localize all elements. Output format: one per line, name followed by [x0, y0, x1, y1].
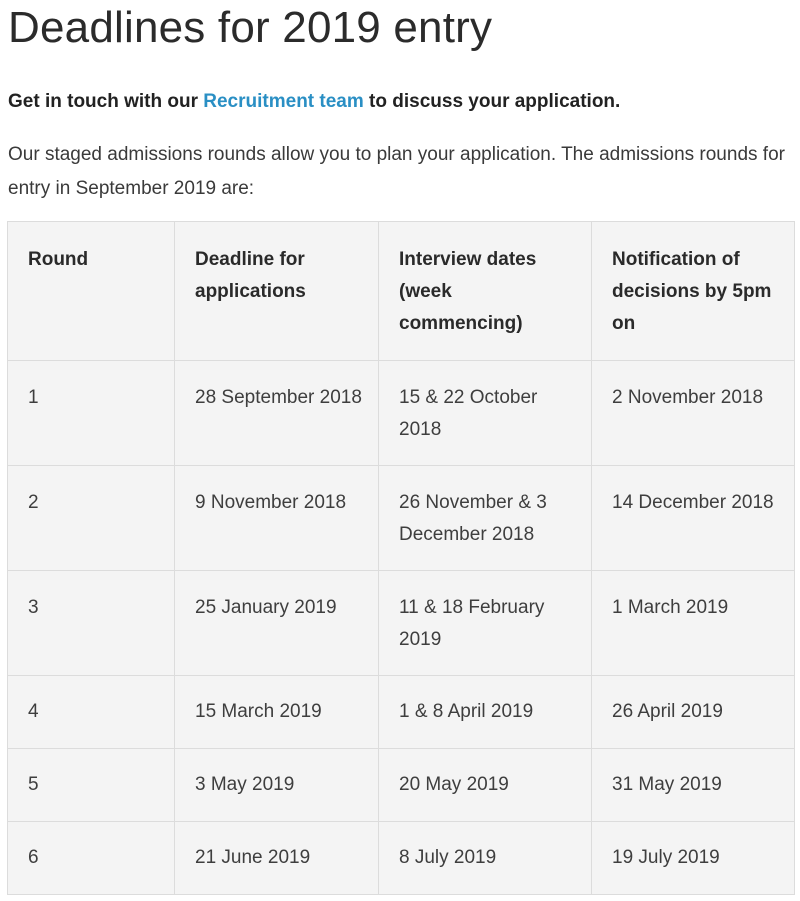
header-round: Round [8, 222, 175, 361]
table-row [8, 676, 795, 749]
cell-notification: 19 July 2019 [592, 822, 795, 895]
header-notification: Notification of decisions by 5pm on [592, 222, 795, 361]
table-row [8, 571, 795, 676]
cell-interview-dates: 26 November & 3 December 2018 [379, 466, 592, 571]
cell-round: 6 [8, 822, 175, 895]
deadlines-table [7, 221, 795, 895]
cell-interview-dates: 11 & 18 February 2019 [379, 571, 592, 676]
cell-notification: 14 December 2018 [592, 466, 795, 571]
cell-round: 3 [8, 571, 175, 676]
table-row [8, 361, 795, 466]
cell-interview-dates: 8 July 2019 [379, 822, 592, 895]
table-row [8, 822, 795, 895]
cell-deadline: 28 September 2018 [175, 361, 379, 466]
header-deadline: Deadline for applications [175, 222, 379, 361]
cell-notification: 2 November 2018 [592, 361, 795, 466]
cell-deadline: 9 November 2018 [175, 466, 379, 571]
cell-round: 2 [8, 466, 175, 571]
contact-lead [8, 89, 620, 115]
table-row [8, 749, 795, 822]
lead-text-before: Get in touch with our [8, 91, 204, 112]
cell-interview-dates: 1 & 8 April 2019 [379, 676, 592, 749]
cell-deadline: 15 March 2019 [175, 676, 379, 749]
cell-round: 1 [8, 361, 175, 466]
cell-notification: 31 May 2019 [592, 749, 795, 822]
lead-text-after: to discuss your application. [363, 91, 621, 112]
cell-round: 4 [8, 676, 175, 749]
cell-interview-dates: 20 May 2019 [379, 749, 592, 822]
cell-interview-dates: 15 & 22 October 2018 [379, 361, 592, 466]
recruitment-team-link[interactable]: Recruitment team [203, 91, 364, 112]
table-header-row [8, 222, 795, 361]
header-interview-dates: Interview dates (week commencing) [379, 222, 592, 361]
cell-deadline: 25 January 2019 [175, 571, 379, 676]
cell-notification: 26 April 2019 [592, 676, 795, 749]
cell-deadline: 3 May 2019 [175, 749, 379, 822]
intro-paragraph: Our staged admissions rounds allow you to plan your application. The admissions rounds for entry in September 2019 are: [8, 144, 785, 199]
table-row [8, 466, 795, 571]
cell-deadline: 21 June 2019 [175, 822, 379, 895]
cell-round: 5 [8, 749, 175, 822]
cell-notification: 1 March 2019 [592, 571, 795, 676]
page-title: Deadlines for 2019 entry [8, 3, 493, 52]
